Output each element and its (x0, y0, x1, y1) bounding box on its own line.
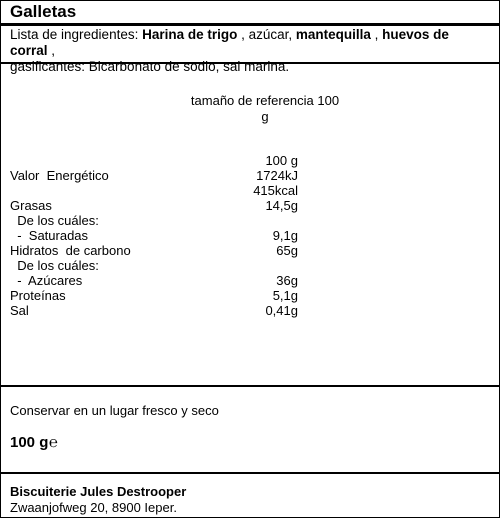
saturated-label: - Saturadas (10, 228, 89, 243)
ingredients-list (10, 27, 490, 75)
ingredient-butter: mantequilla (295, 27, 371, 42)
storage-instructions: Conservar en un lugar fresco y seco (10, 403, 219, 418)
of-which-label: De los cuáles: (10, 258, 99, 273)
energy-kj: 1724kJ (256, 168, 298, 183)
ingredients-separator: , azúcar, (237, 27, 296, 42)
ingredients-divider (0, 62, 500, 64)
salt-value: 0,41g (265, 303, 298, 318)
manufacturer-name: Biscuiterie Jules Destrooper (10, 484, 187, 499)
sugars-label: - Azúcares (10, 273, 83, 288)
carbs-value: 65g (276, 243, 298, 258)
net-weight: 100 g (10, 434, 49, 451)
protein-label: Proteínas (10, 288, 66, 303)
product-title: Galletas (10, 2, 77, 21)
ingredients-prefix: Lista de ingredientes: (10, 27, 143, 42)
of-which-label: De los cuáles: (10, 213, 99, 228)
protein-value: 5,1g (272, 288, 298, 303)
reference-size-line-1: tamaño de referencia 100 (190, 93, 340, 108)
energy-kcal: 415kcal (253, 183, 298, 198)
weight-divider (0, 472, 500, 474)
salt-label: Sal (10, 303, 29, 318)
sugars-value: 36g (276, 273, 298, 288)
fat-label: Grasas (10, 198, 52, 213)
ingredients-line-2: gasificantes: Bicarbonato de sodio, sal marina. (10, 59, 290, 74)
ingredient-eggs: huevos de corral (10, 27, 449, 58)
ingredients-separator: , (370, 27, 383, 42)
ingredient-wheat-flour: Harina de trigo (142, 27, 238, 42)
manufacturer-address: Zwaanjofweg 20, 8900 Ieper. (10, 500, 177, 515)
nutrition-divider (0, 385, 500, 387)
portion-header: 100 g (265, 153, 298, 168)
top-divider (0, 23, 500, 26)
reference-size (190, 93, 340, 125)
carbs-label: Hidratos de carbono (10, 243, 131, 258)
reference-size-line-2: g (261, 109, 269, 124)
saturated-value: 9,1g (272, 228, 298, 243)
estimated-sign-icon: ℮ (49, 434, 59, 451)
energy-label: Valor Energético (10, 168, 109, 183)
fat-value: 14,5g (265, 198, 298, 213)
ingredients-separator: , (47, 43, 56, 58)
